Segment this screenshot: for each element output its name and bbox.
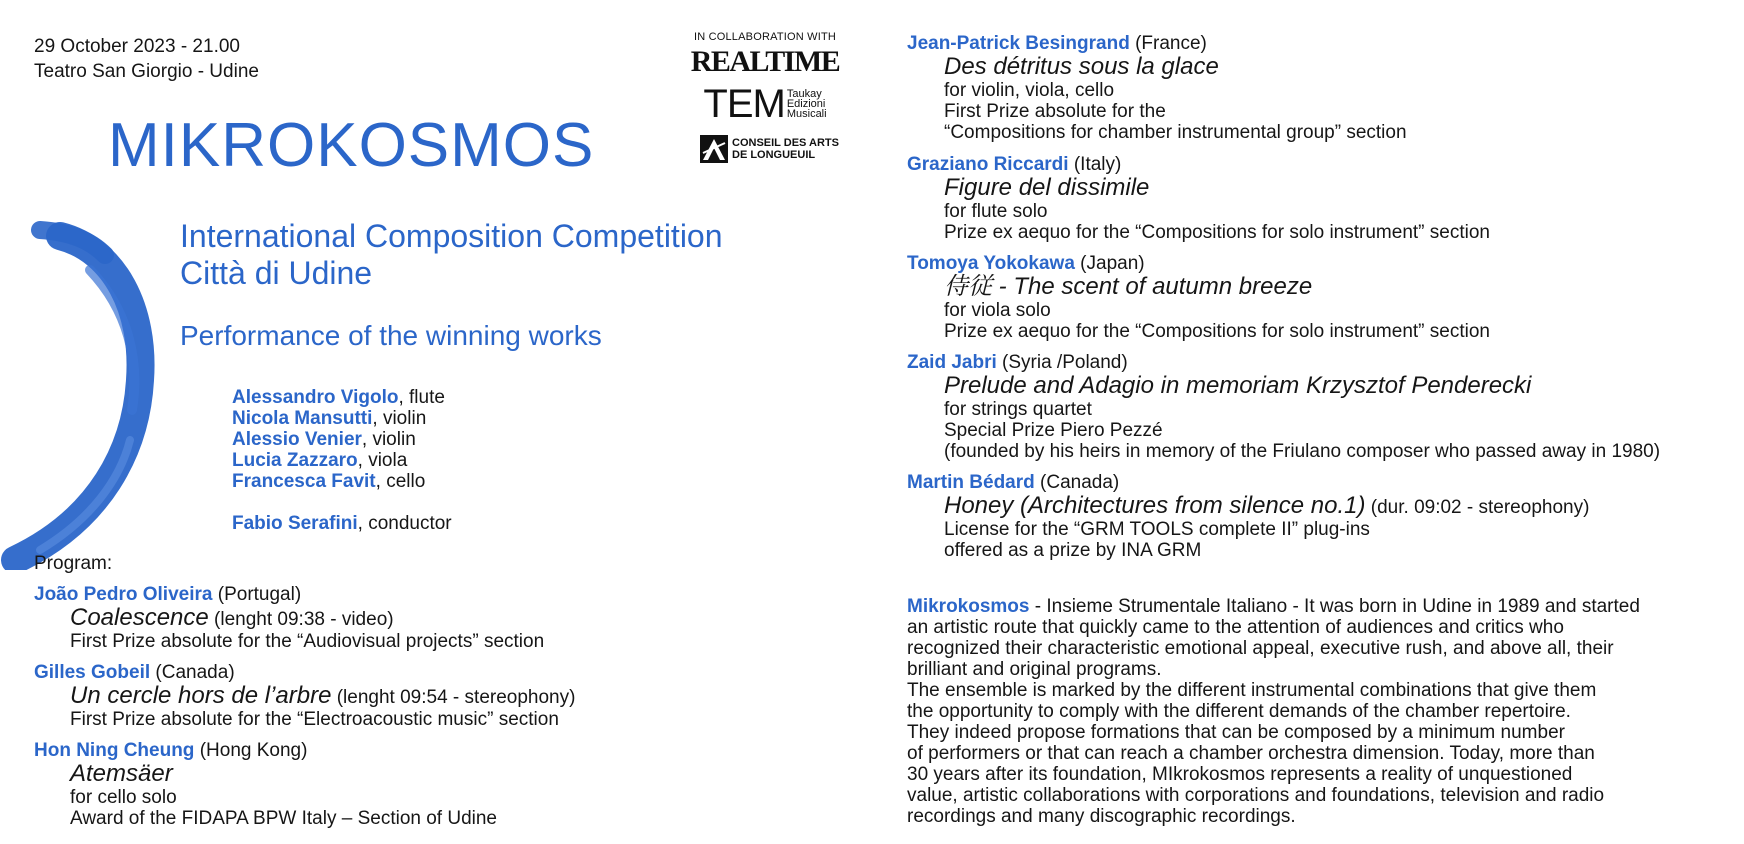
- date-venue: [34, 34, 259, 84]
- work-line: [944, 54, 1407, 80]
- work-duration: (dur. 09:02 - stereophony): [1365, 497, 1590, 518]
- event-date: 29 October 2023 - 21.00: [34, 36, 240, 57]
- work-line: [944, 274, 1490, 300]
- work-line: [944, 373, 1660, 399]
- work-duration: (lenght 09:54 - stereophony): [331, 687, 576, 708]
- performer-name: Francesca Favit: [232, 471, 376, 492]
- entry-detail: offered as a prize by INA GRM: [944, 540, 1202, 561]
- about-line: [907, 596, 1727, 617]
- program-entry: [34, 740, 497, 829]
- composer-line: [907, 472, 1589, 493]
- performer-row: [232, 429, 445, 450]
- about-ensemble: [907, 596, 1727, 827]
- about-line: They indeed propose formations that can be composed by a minimum number: [907, 722, 1565, 743]
- composer-country: (France): [1129, 33, 1207, 54]
- work-title: Un cercle hors de l’arbre: [70, 682, 332, 709]
- work-title: Honey (Architectures from silence no.1): [944, 492, 1366, 519]
- composer-line: [34, 584, 544, 605]
- tem-logo-text: [787, 89, 827, 119]
- performer-role: , violin: [372, 408, 427, 429]
- composer-line: [34, 740, 497, 761]
- program-entry: [907, 253, 1490, 342]
- enso-brush-circle: [0, 210, 180, 570]
- composer-country: (Portugal): [212, 584, 302, 605]
- entry-detail: Special Prize Piero Pezzé: [944, 420, 1163, 441]
- work-title: Coalescence: [70, 604, 209, 631]
- performer-name: Lucia Zazzaro: [232, 450, 358, 471]
- composer-name: Hon Ning Cheung: [34, 740, 195, 761]
- composer-line: [34, 662, 575, 683]
- program-entry: [907, 33, 1407, 143]
- performer-name: Alessandro Vigolo: [232, 387, 399, 408]
- realtime-logo: REALTIME: [690, 45, 840, 78]
- logos-block: [690, 31, 840, 163]
- composer-name: Graziano Riccardi: [907, 154, 1069, 175]
- composer-country: (Canada): [1034, 472, 1120, 493]
- performer-name: Alessio Venier: [232, 429, 362, 450]
- work-line: [70, 761, 497, 787]
- performer-role: , flute: [398, 387, 445, 408]
- performer-row: [232, 387, 445, 408]
- conductor-name: Fabio Serafini: [232, 513, 358, 534]
- composer-country: (Japan): [1074, 253, 1145, 274]
- entry-detail: Award of the FIDAPA BPW Italy – Section of Udine: [70, 808, 497, 829]
- work-line: [70, 683, 575, 709]
- about-line: The ensemble is marked by the different instrumental combinations that give them: [907, 680, 1597, 701]
- composer-country: (Canada): [150, 662, 235, 683]
- work-title: Prelude and Adagio in memoriam Krzysztof Penderecki: [944, 372, 1532, 399]
- tem-logo-mark: TEM: [703, 82, 785, 126]
- composer-line: [907, 352, 1660, 373]
- entry-detail: (founded by his heirs in memory of the Friulano composer who passed away in 1980): [944, 441, 1661, 462]
- about-line: 30 years after its foundation, MIkrokosmos represents a reality of unquestioned: [907, 764, 1573, 785]
- performer-role: , violin: [361, 429, 416, 450]
- program-entry: [34, 662, 575, 730]
- entry-detail: for strings quartet: [944, 399, 1092, 420]
- competition-title: [180, 218, 723, 292]
- tem-logo-line: Taukay: [786, 88, 822, 100]
- work-line: [70, 605, 544, 631]
- work-title: Des détritus sous la glace: [944, 53, 1219, 80]
- entry-detail: License for the “GRM TOOLS complete II” plug-ins: [944, 519, 1370, 540]
- composer-name: Martin Bédard: [907, 472, 1035, 493]
- conductor: [232, 513, 452, 534]
- page-title: MIKROKOSMOS: [108, 111, 595, 180]
- composer-name: João Pedro Oliveira: [34, 584, 213, 605]
- composer-name: Gilles Gobeil: [34, 662, 151, 683]
- program-entry: [34, 584, 544, 652]
- about-line: an artistic route that quickly came to the attention of audiences and critics who: [907, 617, 1564, 638]
- entry-detail: “Compositions for chamber instrumental group” section: [944, 122, 1407, 143]
- about-line: recognized their characteristic emotional appeal, executive rush, and above all, their: [907, 638, 1614, 659]
- performer-role: , cello: [375, 471, 426, 492]
- entry-detail: First Prize absolute for the: [944, 101, 1166, 122]
- tem-logo: [690, 83, 840, 125]
- performer-row: [232, 408, 445, 429]
- composer-line: [907, 154, 1490, 175]
- performer-name: Nicola Mansutti: [232, 408, 373, 429]
- collaboration-label: IN COLLABORATION WITH: [693, 31, 837, 43]
- about-line: brilliant and original programs.: [907, 659, 1162, 680]
- entry-detail: for viola solo: [944, 300, 1051, 321]
- work-line: [944, 175, 1490, 201]
- entry-detail: for violin, viola, cello: [944, 80, 1115, 101]
- program-entry: [907, 472, 1589, 561]
- program-entry: [907, 352, 1660, 462]
- tem-logo-line: Musicali: [786, 108, 827, 120]
- performance-subtitle: Performance of the winning works: [180, 320, 602, 351]
- work-title: Figure del dissimile: [944, 174, 1150, 201]
- program-label: Program:: [34, 553, 113, 574]
- composer-line: [907, 33, 1407, 54]
- conseil-emblem-icon: [700, 135, 728, 163]
- about-line: of performers or that can reach a chamber orchestra dimension. Today, more than: [907, 743, 1595, 764]
- competition-line-2: Città di Udine: [180, 255, 373, 291]
- conductor-role: , conductor: [357, 513, 452, 534]
- conseil-logo-text: [732, 137, 839, 161]
- about-line: recordings and many discographic recordings.: [907, 806, 1296, 827]
- work-title: Atemsäer: [70, 760, 173, 787]
- performer-role: , viola: [357, 450, 408, 471]
- program-entry: [907, 154, 1490, 243]
- tem-logo-line: Edizioni: [786, 98, 826, 110]
- composer-country: (Hong Kong): [194, 740, 308, 761]
- performers-list: [232, 387, 445, 492]
- entry-detail: Prize ex aequo for the “Compositions for solo instrument” section: [944, 321, 1490, 342]
- performer-row: [232, 471, 445, 492]
- conseil-line: CONSEIL DES ARTS: [732, 137, 839, 149]
- entry-detail: First Prize absolute for the “Electroacoustic music” section: [70, 709, 559, 730]
- conseil-logo: [700, 135, 840, 163]
- competition-line-1: International Composition Competition: [180, 218, 723, 254]
- composer-line: [907, 253, 1490, 274]
- composer-name: Zaid Jabri: [907, 352, 997, 373]
- about-text: - Insieme Strumentale Italiano - It was born in Udine in 1989 and started: [1029, 596, 1640, 617]
- entry-detail: for cello solo: [70, 787, 177, 808]
- about-line: the opportunity to comply with the different demands of the chamber repertoire.: [907, 701, 1571, 722]
- entry-detail: Prize ex aequo for the “Compositions for solo instrument” section: [944, 222, 1490, 243]
- performer-row: [232, 450, 445, 471]
- entry-detail: for flute solo: [944, 201, 1048, 222]
- conseil-line: DE LONGUEUIL: [732, 149, 816, 161]
- about-line: value, artistic collaborations with corporations and foundations, television and radio: [907, 785, 1605, 806]
- composer-name: Tomoya Yokokawa: [907, 253, 1075, 274]
- composer-country: (Syria /Poland): [996, 352, 1128, 373]
- ensemble-name: Mikrokosmos: [907, 596, 1030, 617]
- work-line: [944, 493, 1589, 519]
- work-duration: (lenght 09:38 - video): [208, 609, 394, 630]
- composer-name: Jean-Patrick Besingrand: [907, 33, 1130, 54]
- work-title: 侍従 - The scent of autumn breeze: [944, 273, 1313, 300]
- composer-country: (Italy): [1068, 154, 1122, 175]
- entry-detail: First Prize absolute for the “Audiovisual projects” section: [70, 631, 545, 652]
- event-venue: Teatro San Giorgio - Udine: [34, 61, 259, 82]
